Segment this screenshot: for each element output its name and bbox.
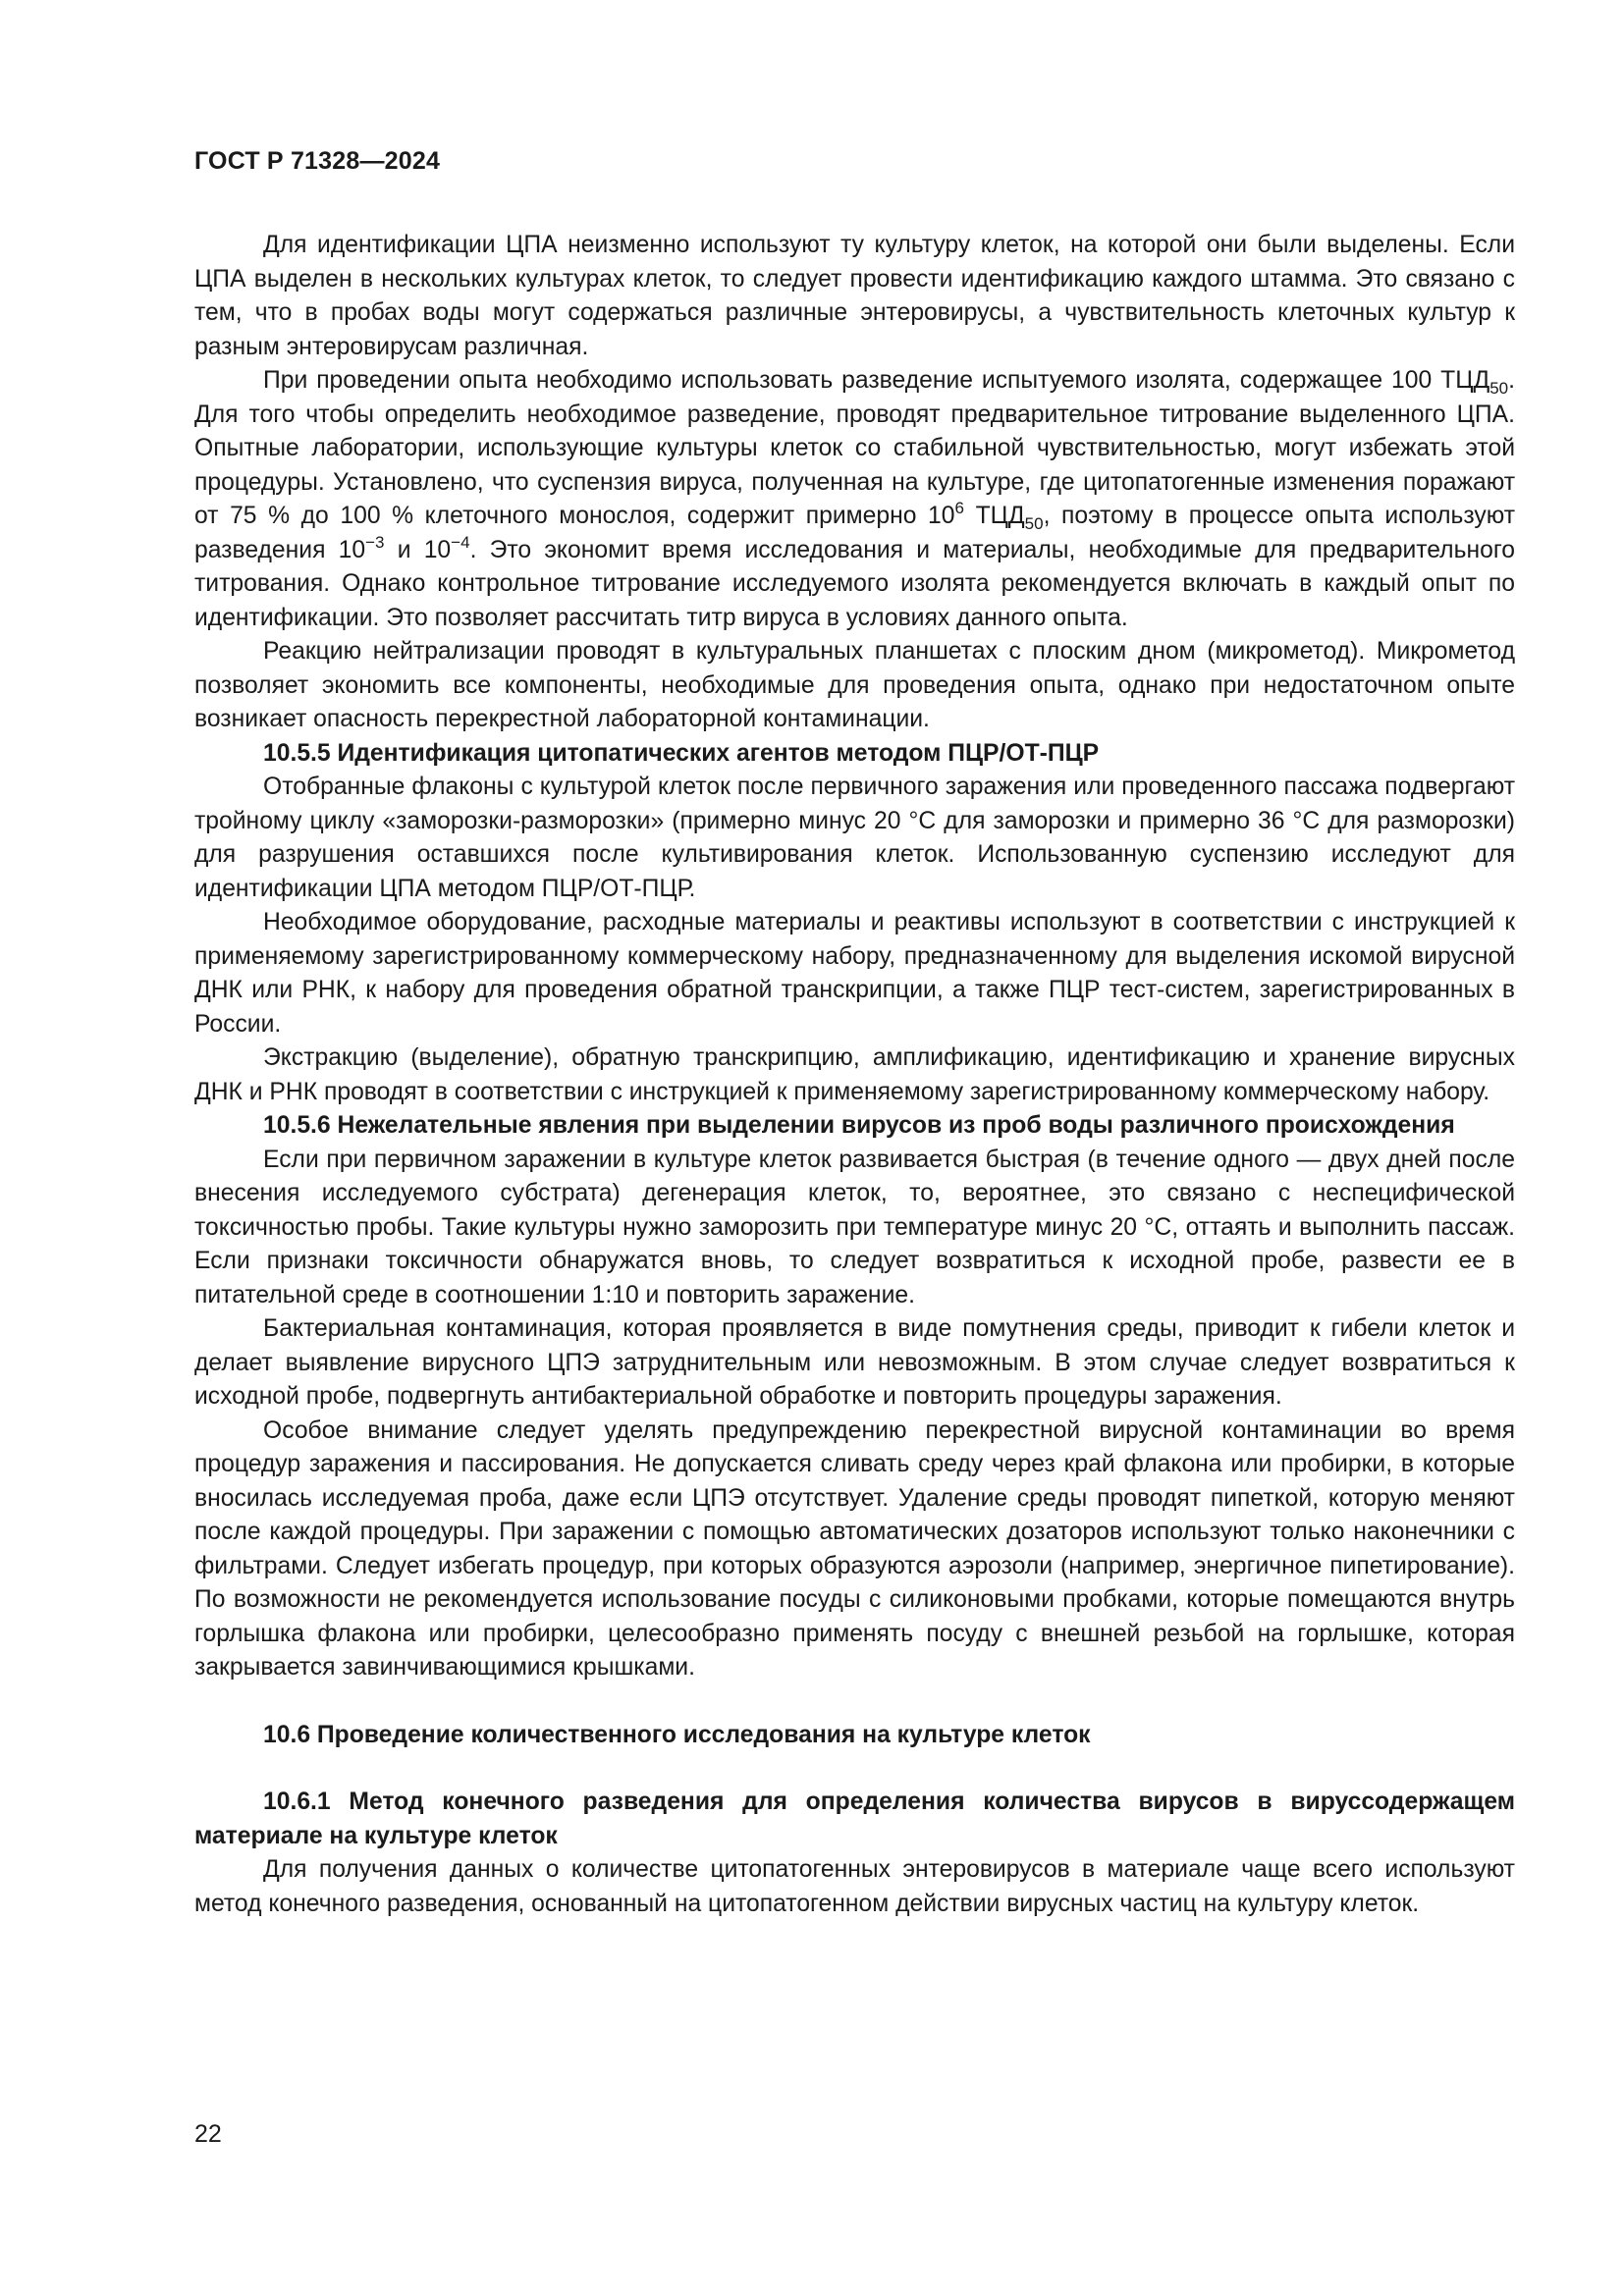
document-body: [194, 229, 1515, 1921]
page-number: 22: [194, 2120, 222, 2148]
section-heading-10-6-1: 10.6.1 Метод конечного разведения для определения количества вирусов в вируссодержащем материале на культуре клеток: [194, 1789, 1515, 1849]
document-header: ГОСТ Р 71328—2024: [194, 147, 441, 175]
section-heading-10-6: 10.6 Проведение количественного исследования на культуре клеток: [263, 1721, 1091, 1748]
subscript: 50: [1024, 514, 1044, 533]
paragraph-cell-culture-identification: Для идентификации ЦПА неизменно используют ту культуру клеток, на которой они были выделены. Если ЦПА выделен в нескольких культурах клеток, то следует провести идентификацию каждого штамма. Это связано с тем, что в пробах воды могут содержаться различные энтеровирусы, а чувствительность клеточных культур к разным энтеровирусам различная.: [194, 232, 1515, 360]
superscript: 6: [954, 499, 964, 517]
section-heading-10-5-6: 10.5.6 Нежелательные явления при выделении вирусов из проб воды различного происхождения: [263, 1112, 1455, 1139]
subscript: 50: [1489, 379, 1509, 398]
paragraph-neutralization: Реакцию нейтрализации проводят в культуральных планшетах с плоским дном (микрометод). Микрометод позволяет экономить все компоненты, необходимые для проведения опыта, однако при недостаточном опыте возникает опасность перекрестной лабораторной контаминации.: [194, 638, 1515, 732]
paragraph-endpoint-dilution: Для получения данных о количестве цитопатогенных энтеровирусов в материале чаще всего используют метод конечного разведения, основанный на цитопатогенном действии вирусных частиц на культуру клеток.: [194, 1856, 1515, 1917]
paragraph-freeze-thaw: Отобранные флаконы с культурой клеток после первичного заражения или проведенного пассажа подвергают тройному циклу «заморозки-разморозки» (примерно минус 20 °С для заморозки и примерно 36 °С для разморозки) для разрушения оставшихся после культивирования клеток. Использованную суспензию исследуют для идентификации ЦПА методом ПЦР/ОТ-ПЦР.: [194, 774, 1515, 902]
paragraph-toxicity: Если при первичном заражении в культуре клеток развивается быстрая (в течение одного — двух дней после внесения исследуемого субстрата) дегенерация клеток, то, вероятнее, это связано с неспецифической токсичностью пробы. Такие культуры нужно заморозить при температуре минус 20 °С, оттаять и выполнить пассаж. Если признаки токсичности обнаружатся вновь, то следует возвратиться к исходной пробе, развести ее в питательной среде в соотношении 1:10 и повторить заражение.: [194, 1146, 1515, 1308]
section-heading-10-5-5: 10.5.5 Идентификация цитопатических агентов методом ПЦР/ОТ-ПЦР: [263, 739, 1100, 767]
paragraph-equipment: Необходимое оборудование, расходные материалы и реактивы используют в соответствии с инструкцией к применяемому зарегистрированному коммерческому набору, предназначенному для выделения искомой вирусной ДНК или РНК, к набору для проведения обратной транскрипции, а также ПЦР тест-систем, зарегистрированных в России.: [194, 909, 1515, 1038]
paragraph-dilution: При проведении опыта необходимо использовать разведение испытуемого изолята, содержащее 100 $ТЦД_{50}$. Для того чтобы определить необходимое разведение, проводят предварительное титрование выделенного ЦПА. Опытные лаборатории, использующие культуры клеток со стабильной чувствительностью, могут избежать этой процедуры. Установлено, что суспензия вируса, полученная на культуре, где цитопатогенные изменения поражают от 75 % до 100 % клеточного монослоя, содержит примерно $10^6$ $ТЦД_{50}$, поэтому в процессе опыта используют разведения $10^{-3}$ и $10^{-4}$. Это экономит время исследования и материалы, необходимые для предварительного титрования. Однако контрольное титрование исследуемого изолята рекомендуется включать в каждый опыт по идентификации. Это позволяет рассчитать титр вируса в условиях данного опыта.: [194, 367, 1516, 631]
superscript: −4: [451, 532, 470, 552]
paragraph-extraction: Экстракцию (выделение), обратную транскрипцию, амплификацию, идентификацию и хранение вирусных ДНК и РНК проводят в соответствии с инструкцией к применяемому зарегистрированному коммерческому набору.: [194, 1044, 1515, 1105]
paragraph-cross-contamination: Особое внимание следует уделять предупреждению перекрестной вирусной контаминации во время процедур заражения и пассирования. Не допускается сливать среду через край флакона или пробирки, в которые вносилась исследуемая проба, даже если ЦПЭ отсутствует. Удаление среды проводят пипеткой, которую меняют после каждой процедуры. При заражении с помощью автоматических дозаторов используют только наконечники с фильтрами. Следует избегать процедур, при которых образуются аэрозоли (например, энергичное пипетирование). По возможности не рекомендуется использование посуды с силиконовыми пробками, которые помещаются внутрь горлышка флакона или пробирки, целесообразно применять посуду с внешней резьбой на горлышке, которая закрывается завинчивающимися крышками.: [194, 1416, 1515, 1681]
superscript: −3: [365, 532, 385, 552]
paragraph-bacterial-contamination: Бактериальная контаминация, которая проявляется в виде помутнения среды, приводит к гибели клеток и делает выявление вирусного ЦПЭ затруднительным или невозможным. В этом случае следует возвратиться к исходной пробе, подвергнуть антибактериальной обработке и повторить процедуры заражения.: [194, 1315, 1515, 1410]
